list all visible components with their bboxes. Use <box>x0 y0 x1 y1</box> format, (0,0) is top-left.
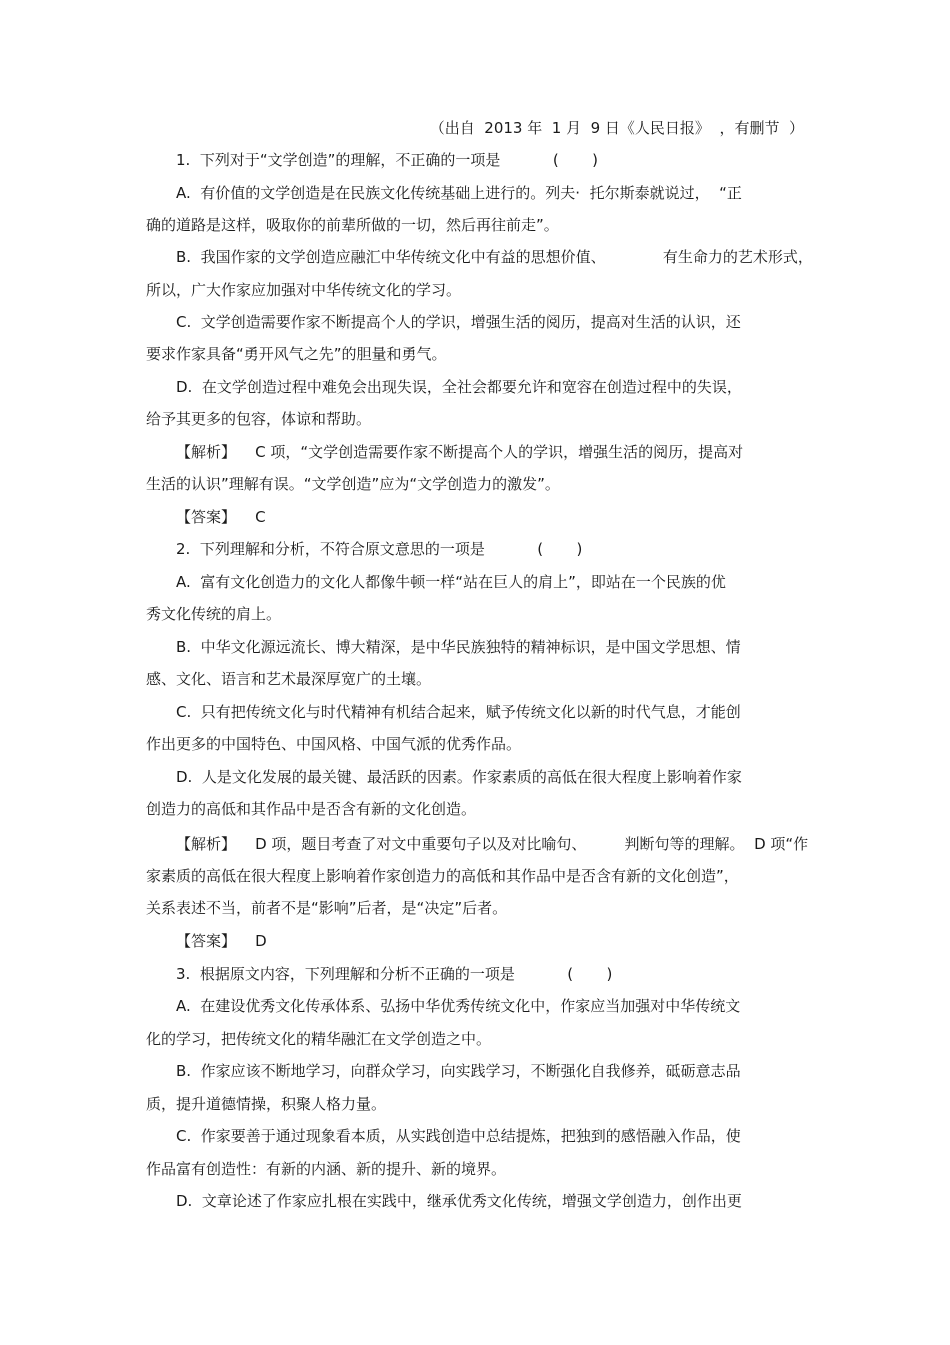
q1-answer: 【答案】 C <box>176 508 266 526</box>
q1-analysis-line-2: 生活的认识”理解有误。“文学创造”应为“文学创造力的激发”。 <box>146 475 560 493</box>
q1-option-c-line-1: C. 文学创造需要作家不断提高个人的学识，增强生活的阅历，提高对生活的认识，还 <box>176 313 741 331</box>
q3-option-b-line-1: B. 作家应该不断地学习，向群众学习，向实践学习，不断强化自我修养，砥砺意志品 <box>176 1062 741 1080</box>
q2-answer: 【答案】 D <box>176 932 267 950</box>
q2-option-b-line-1: B. 中华文化源远流长、博大精深，是中华民族独特的精神标识，是中国文学思想、情 <box>176 638 741 656</box>
q2-option-c-line-2: 作出更多的中国特色、中国风格、中国气派的优秀作品。 <box>146 735 522 753</box>
source-citation: （出自 2013 年 1 月 9 日《人民日报》 ，有删节 ） <box>429 119 804 137</box>
q3-option-b-line-2: 质，提升道德情操，积聚人格力量。 <box>146 1095 387 1113</box>
q2-option-a-line-2: 秀文化传统的肩上。 <box>146 605 282 623</box>
question-2-stem: 2. 下列理解和分析，不符合原文意思的一项是 ( ) <box>176 540 583 558</box>
q2-option-a-line-1: A. 富有文化创造力的文化人都像牛顿一样“站在巨人的肩上”，即站在一个民族的优 <box>176 573 726 591</box>
q1-option-b-line-2: 所以，广大作家应加强对中华传统文化的学习。 <box>146 281 462 299</box>
q3-option-c-line-2: 作品富有创造性：有新的内涵、新的提升、新的境界。 <box>146 1160 507 1178</box>
q2-analysis-line-3: 关系表述不当，前者不是“影响”后者，是“决定”后者。 <box>146 899 508 917</box>
q2-analysis-line-2: 家素质的高低在很大程度上影响着作家创造力的高低和其作品中是否含有新的文化创造”， <box>146 867 739 885</box>
q3-option-a-line-2: 化的学习，把传统文化的精华融汇在文学创造之中。 <box>146 1030 492 1048</box>
q1-option-a-line-1: A. 有价值的文学创造是在民族文化传统基础上进行的。列夫· 托尔斯泰就说过， “正 <box>176 184 742 202</box>
q1-option-d-line-2: 给予其更多的包容，体谅和帮助。 <box>146 410 372 428</box>
q2-analysis-line-1: 【解析】 D 项，题目考查了对文中重要句子以及对比喻句、 判断句等的理解。 D 项“作 <box>176 835 809 853</box>
q2-option-d-line-2: 创造力的高低和其作品中是否含有新的文化创造。 <box>146 800 477 818</box>
q2-option-b-line-2: 感、文化、语言和艺术最深厚宽广的土壤。 <box>146 670 432 688</box>
q3-option-c-line-1: C. 作家要善于通过现象看本质，从实践创造中总结提炼，把独到的感悟融入作品，使 <box>176 1127 741 1145</box>
q1-option-d-line-1: D. 在文学创造过程中难免会出现失误，全社会都要允许和宽容在创造过程中的失误， <box>176 378 742 396</box>
q1-analysis-line-1: 【解析】 C 项，“文学创造需要作家不断提高个人的学识，增强生活的阅历，提高对 <box>176 443 744 461</box>
q1-option-a-line-2: 确的道路是这样，吸取你的前辈所做的一切，然后再往前走”。 <box>146 216 559 234</box>
q1-option-b-line-1: B. 我国作家的文学创造应融汇中华传统文化中有益的思想价值、 有生命力的艺术形式， <box>176 248 813 266</box>
q2-option-d-line-1: D. 人是文化发展的最关键、最活跃的因素。作家素质的高低在很大程度上影响着作家 <box>176 768 742 786</box>
question-1-stem: 1. 下列对于“文学创造”的理解，不正确的一项是 ( ) <box>176 151 598 169</box>
q1-option-c-line-2: 要求作家具备“勇开风气之先”的胆量和勇气。 <box>146 345 447 363</box>
q3-option-d-line-1: D. 文章论述了作家应扎根在实践中，继承优秀文化传统，增强文学创造力，创作出更 <box>176 1192 742 1210</box>
q3-option-a-line-1: A. 在建设优秀文化传承体系、弘扬中华优秀传统文化中，作家应当加强对中华传统文 <box>176 997 741 1015</box>
q2-option-c-line-1: C. 只有把传统文化与时代精神有机结合起来，赋予传统文化以新的时代气息，才能创 <box>176 703 741 721</box>
question-3-stem: 3. 根据原文内容，下列理解和分析不正确的一项是 ( ) <box>176 965 613 983</box>
